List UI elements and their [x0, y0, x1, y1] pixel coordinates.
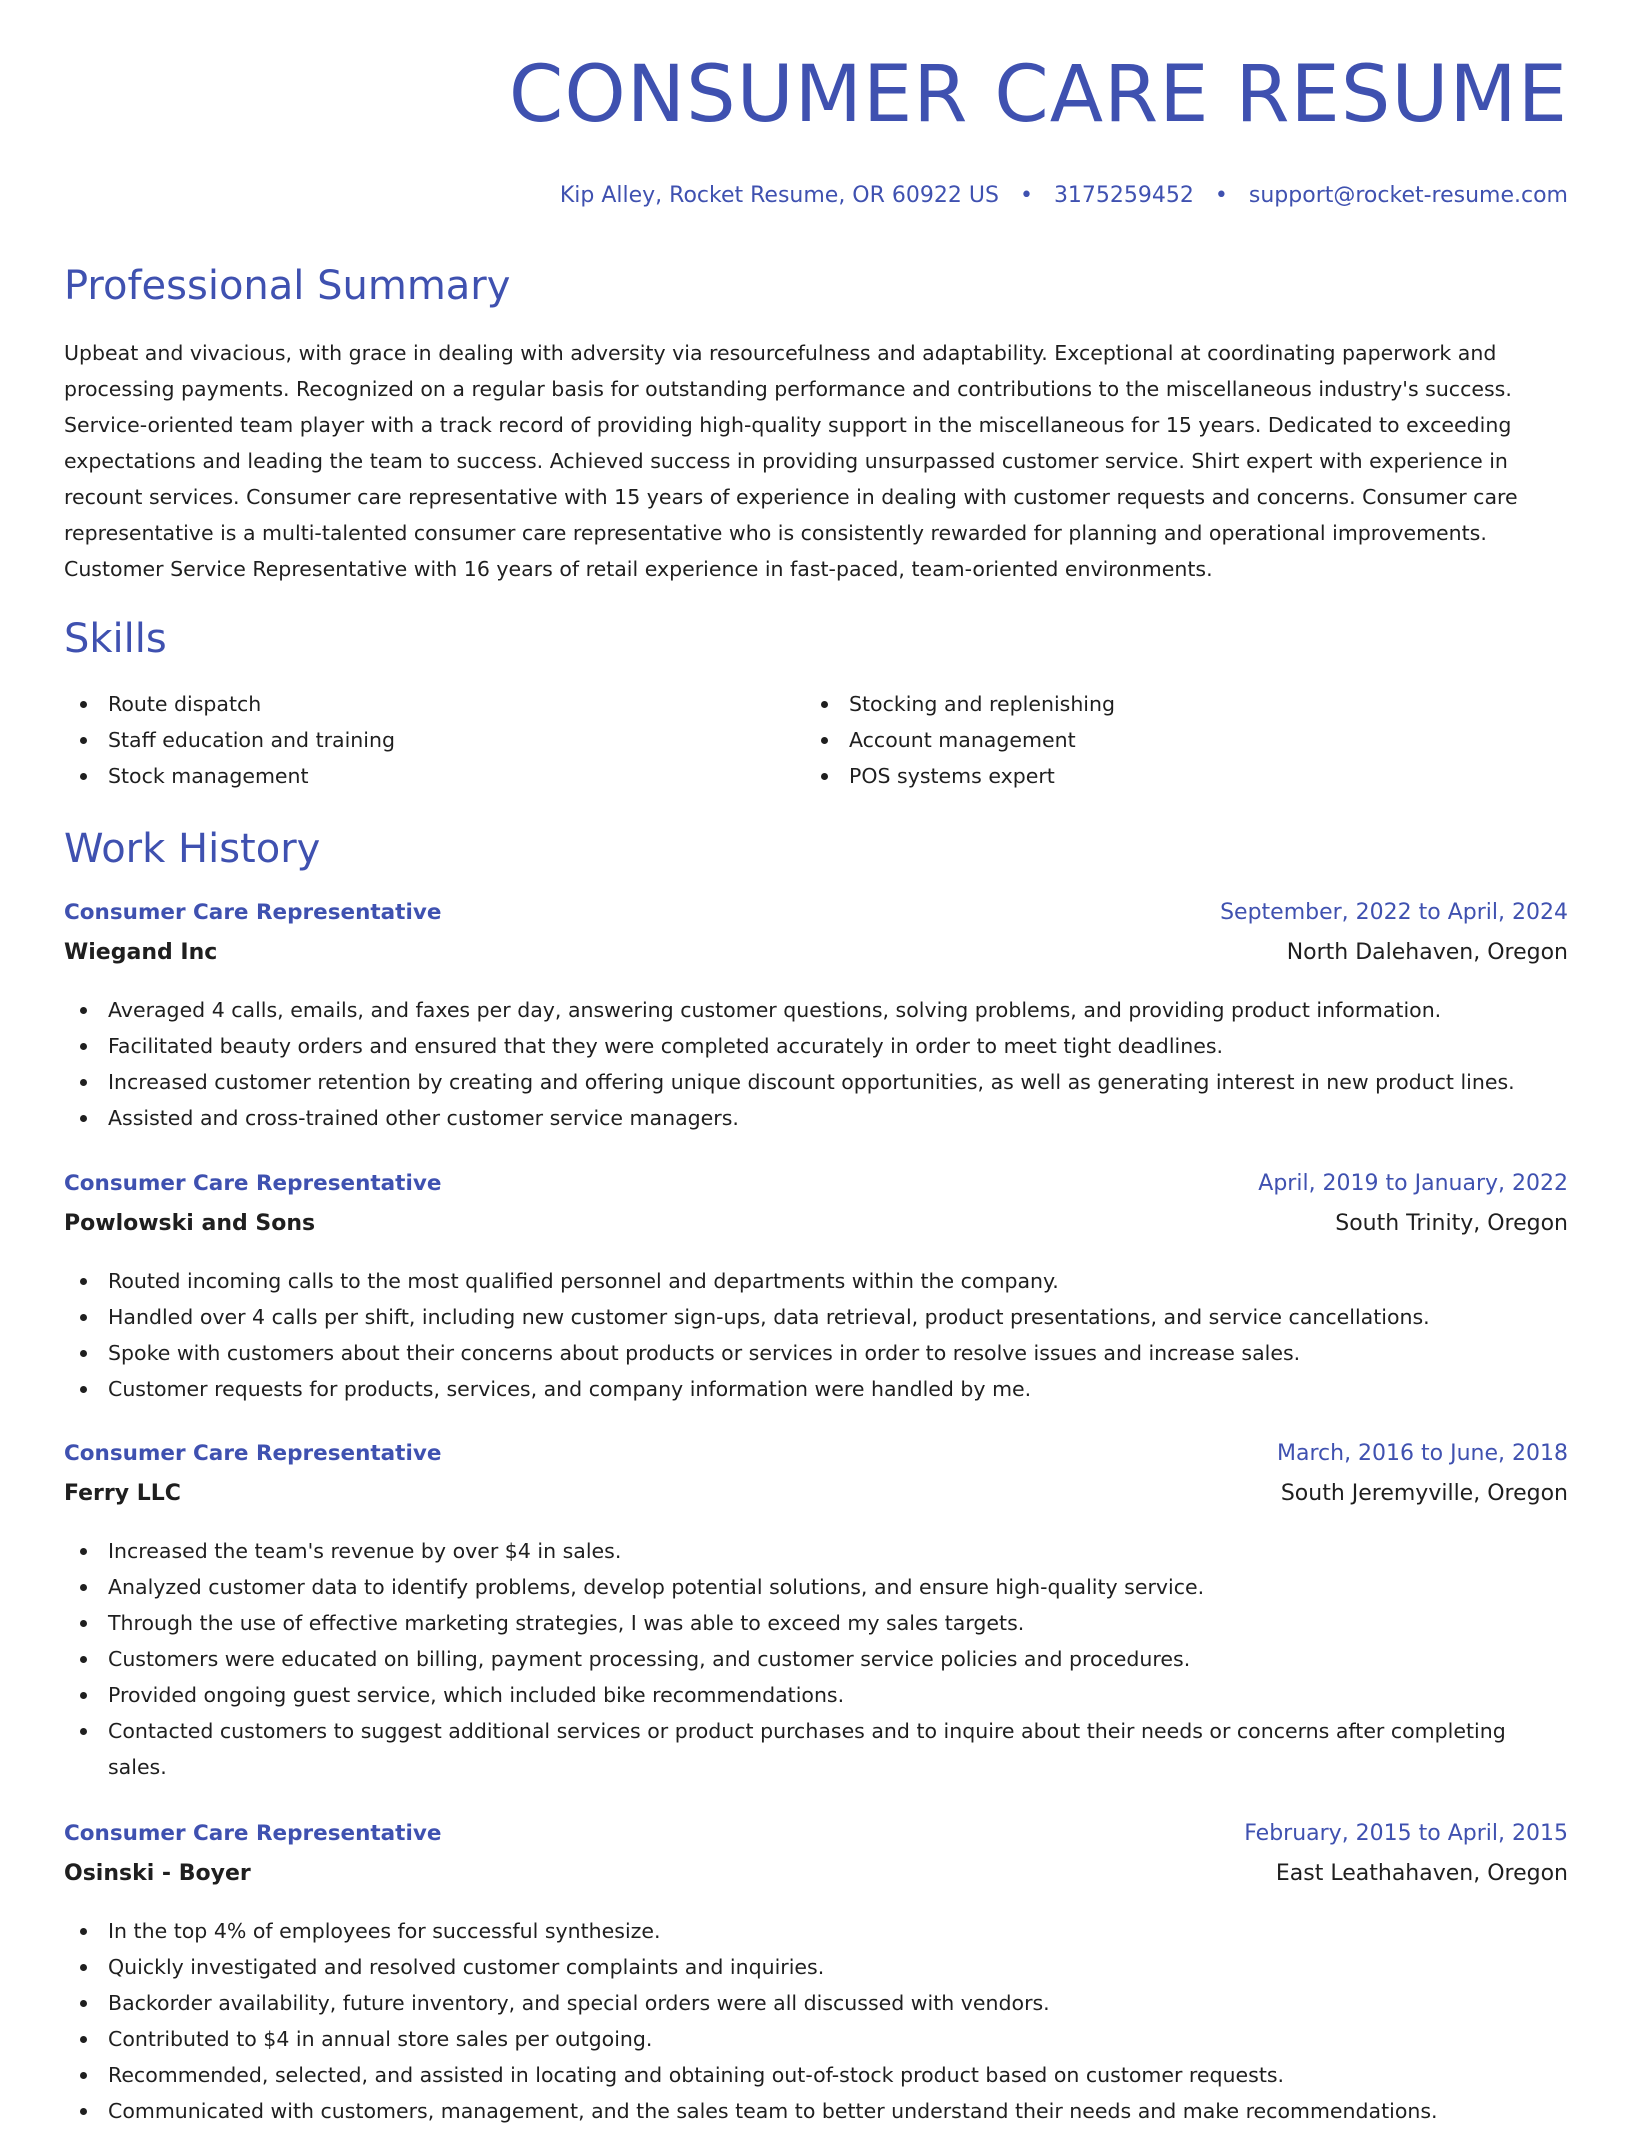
job-bullet: Analyzed customer data to identify problems, develop potential solutions, and ensure high-quality service.	[64, 1569, 1568, 1605]
skill-item: Route dispatch	[64, 686, 764, 722]
job-bullet: Spoke with customers about their concerns about products or services in order to resolve issues and increase sales.	[64, 1335, 1568, 1371]
job-role: Consumer Care Representative	[64, 1821, 442, 1846]
job-entry	[64, 1171, 1568, 1407]
job-bullet: Recommended, selected, and assisted in locating and obtaining out-of-stock product based on customer requests.	[64, 2057, 1568, 2093]
job-company: Powlowski and Sons	[64, 1211, 316, 1236]
job-entry	[64, 900, 1568, 1136]
skill-item: Account management	[805, 722, 1505, 758]
separator-dot: •	[1019, 183, 1033, 208]
work-history-heading: Work History	[64, 826, 321, 872]
job-bullet: In the top 4% of employees for successful synthesize.	[64, 1913, 1568, 1949]
job-bullet: Customer requests for products, services, and company information were handled by me.	[64, 1371, 1568, 1407]
job-location: South Trinity, Oregon	[1335, 1211, 1568, 1236]
summary-text: Upbeat and vivacious, with grace in dealing with adversity via resourcefulness and adaptability. Exceptional at coordinating paperwork and processing payments. Recognized on a regular basis for outstanding performance and contributions to the miscellaneous industry's success. Service-oriented team player with a track record of providing high-quality support in the miscellaneous for 15 years. Dedicated to exceeding expectations and leading the team to success. Achieved success in providing unsurpassed customer service. Shirt expert with experience in recount services. Consumer care representative with 15 years of experience in dealing with customer requests and concerns. Consumer care representative is a multi-talented consumer care representative who is consistently rewarded for planning and operational improvements. Customer Service Representative with 16 years of retail experience in fast-paced, team-oriented environments.	[64, 341, 1518, 581]
skills-heading: Skills	[64, 616, 167, 662]
skill-item: Staff education and training	[64, 722, 764, 758]
job-location: North Dalehaven, Oregon	[1286, 940, 1568, 965]
job-dates: March, 2016 to June, 2018	[1277, 1441, 1568, 1466]
job-company: Osinski - Boyer	[64, 1861, 251, 1886]
job-bullet: Through the use of effective marketing strategies, I was able to exceed my sales targets.	[64, 1605, 1568, 1641]
job-role: Consumer Care Representative	[64, 1171, 442, 1196]
job-bullet: Assisted and cross-trained other customer service managers.	[64, 1100, 1568, 1136]
job-dates: April, 2019 to January, 2022	[1258, 1171, 1568, 1196]
contact-phone: 3175259452	[1053, 183, 1194, 208]
summary-heading: Professional Summary	[64, 263, 511, 309]
separator-dot: •	[1214, 183, 1228, 208]
resume-title: CONSUMER CARE RESUME	[508, 50, 1568, 140]
job-bullet: Increased customer retention by creating and offering unique discount opportunities, as well as generating interest in new product lines.	[64, 1064, 1568, 1100]
job-bullet: Backorder availability, future inventory, and special orders were all discussed with vendors.	[64, 1985, 1568, 2021]
skill-item: Stocking and replenishing	[805, 686, 1505, 722]
skill-item: POS systems expert	[805, 758, 1505, 794]
job-company: Ferry LLC	[64, 1481, 181, 1506]
job-company: Wiegand Inc	[64, 940, 218, 965]
skills-left-column	[64, 686, 764, 794]
contact-email: support@rocket-resume.com	[1248, 183, 1568, 208]
job-location: East Leathahaven, Oregon	[1275, 1861, 1568, 1886]
job-bullet: Contacted customers to suggest additional services or product purchases and to inquire about their needs or concerns after completing sales.	[64, 1713, 1568, 1785]
job-entry	[64, 1821, 1568, 2129]
job-bullet: Averaged 4 calls, emails, and faxes per day, answering customer questions, solving problems, and providing product information.	[64, 992, 1568, 1028]
job-bullet: Contributed to $4 in annual store sales per outgoing.	[64, 2021, 1568, 2057]
job-bullet: Routed incoming calls to the most qualified personnel and departments within the company.	[64, 1263, 1568, 1299]
resume-page	[64, 0, 1568, 2123]
job-dates: September, 2022 to April, 2024	[1220, 900, 1568, 925]
job-entry	[64, 1441, 1568, 1785]
job-bullet: Handled over 4 calls per shift, including new customer sign-ups, data retrieval, product presentations, and service cancellations.	[64, 1299, 1568, 1335]
job-dates: February, 2015 to April, 2015	[1244, 1821, 1568, 1846]
contact-line	[560, 183, 1568, 208]
job-bullet: Customers were educated on billing, payment processing, and customer service policies and procedures.	[64, 1641, 1568, 1677]
skills-right-column	[805, 686, 1505, 794]
job-role: Consumer Care Representative	[64, 900, 442, 925]
job-bullet: Provided ongoing guest service, which included bike recommendations.	[64, 1677, 1568, 1713]
job-location: South Jeremyville, Oregon	[1280, 1481, 1568, 1506]
job-bullet: Quickly investigated and resolved customer complaints and inquiries.	[64, 1949, 1568, 1985]
job-bullet: Communicated with customers, management, and the sales team to better understand their needs and make recommendations.	[64, 2093, 1568, 2129]
job-bullet: Facilitated beauty orders and ensured that they were completed accurately in order to meet tight deadlines.	[64, 1028, 1568, 1064]
skill-item: Stock management	[64, 758, 764, 794]
job-bullet: Increased the team's revenue by over $4 in sales.	[64, 1533, 1568, 1569]
contact-address: Kip Alley, Rocket Resume, OR 60922 US	[559, 183, 999, 208]
job-role: Consumer Care Representative	[64, 1441, 442, 1466]
